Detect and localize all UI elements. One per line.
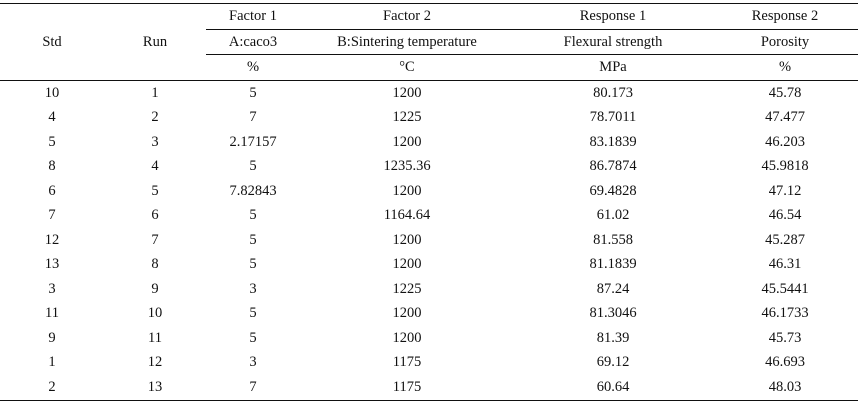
flexural-strength-cell: 78.7011 [589,109,637,126]
std-cell: 4 [48,109,56,126]
std-cell: 6 [48,182,56,199]
caco3-cell: 2.17157 [229,133,277,150]
sintering-temperature-cell: 1235.36 [383,158,431,175]
table-row [0,204,858,229]
run-cell: 5 [151,182,159,199]
std-cell: 2 [0,375,104,400]
header-row-groups [0,4,858,30]
run-cell: 8 [151,256,159,273]
factor2-unit-header: °C [300,55,514,81]
factor2-name-header: B:Sintering temperature [300,30,514,55]
porosity-cell: 45.9818 [761,158,809,175]
std-cell: 9 [48,329,56,346]
caco3-cell: 5 [249,84,257,101]
run-cell: 10 [147,305,163,322]
sintering-temperature-cell: 1200 [392,329,422,346]
caco3-cell: 7 [249,109,257,126]
factor1-unit-header: % [206,55,300,81]
std-column-header: Std [0,4,104,81]
std-cell: 11 [45,305,59,322]
flexural-strength-cell: 81.39 [596,329,630,346]
response2-unit-header: % [712,55,858,81]
flexural-strength-cell: 81.1839 [589,256,637,273]
flexural-strength-cell: 87.24 [596,280,630,297]
caco3-cell: 5 [249,158,257,175]
run-column-header: Run [104,4,206,81]
response2-name-header: Porosity [712,30,858,55]
caco3-cell: 3 [249,354,257,371]
table-row [0,228,858,253]
table-row [0,179,858,204]
sintering-temperature-cell: 1175 [392,354,422,371]
flexural-strength-cell: 83.1839 [589,133,637,150]
porosity-cell: 45.73 [768,329,802,346]
factor1-name-header: A:caco3 [206,30,300,55]
table-row [0,81,858,106]
std-cell: 10 [44,84,60,101]
sintering-temperature-cell: 1225 [392,280,422,297]
porosity-cell: 45.5441 [761,280,809,297]
run-cell: 3 [151,133,159,150]
response1-unit-header: MPa [514,55,712,81]
flexural-strength-cell: 69.12 [596,354,630,371]
std-cell: 13 [44,256,60,273]
sintering-temperature-cell: 1200 [392,84,422,101]
porosity-cell: 46.1733 [761,305,809,322]
std-cell: 5 [48,133,56,150]
sintering-temperature-cell: 1164.64 [383,207,431,224]
sintering-temperature-cell: 1200 [392,182,422,199]
design-of-experiments-table [0,3,858,401]
caco3-cell: 5 [249,231,257,248]
porosity-cell: 45.78 [768,84,802,101]
sintering-temperature-cell: 1200 [392,231,422,248]
sintering-temperature-cell: 1200 [392,305,422,322]
flexural-strength-cell: 86.7874 [589,158,637,175]
table-row [0,351,858,376]
std-cell: 8 [48,158,56,175]
std-cell: 12 [44,231,60,248]
response1-group-header: Response 1 [514,4,712,30]
run-cell: 9 [151,280,159,297]
caco3-cell: 7.82843 [229,182,277,199]
table-row [0,106,858,131]
std-cell: 3 [48,280,56,297]
table-row [0,302,858,327]
table-row [0,277,858,302]
porosity-cell: 47.477 [765,109,805,126]
caco3-cell: 5 [249,256,257,273]
porosity-cell: 47.12 [768,182,802,199]
run-cell: 12 [147,354,163,371]
run-cell: 11 [148,329,162,346]
table-row [0,253,858,278]
caco3-cell: 5 [249,329,257,346]
run-cell: 1 [151,84,159,101]
flexural-strength-cell: 69.4828 [589,182,637,199]
sintering-temperature-cell: 1175 [300,375,514,400]
caco3-cell: 3 [249,280,257,297]
table-body [0,81,858,401]
factor2-group-header: Factor 2 [300,4,514,30]
flexural-strength-cell: 80.173 [593,84,633,101]
run-cell: 6 [151,207,159,224]
sintering-temperature-cell: 1200 [392,256,422,273]
run-cell: 2 [151,109,159,126]
flexural-strength-cell: 61.02 [596,207,630,224]
std-cell: 7 [48,207,56,224]
table-row [0,375,858,400]
porosity-cell: 46.31 [768,256,802,273]
porosity-cell: 46.693 [765,354,805,371]
porosity-cell: 45.287 [765,231,805,248]
table-header [0,4,858,81]
response1-name-header: Flexural strength [514,30,712,55]
sintering-temperature-cell: 1200 [392,133,422,150]
run-cell: 4 [151,158,159,175]
caco3-cell: 5 [249,305,257,322]
table-row [0,130,858,155]
porosity-cell: 48.03 [712,375,858,400]
response2-group-header: Response 2 [712,4,858,30]
run-cell: 13 [104,375,206,400]
factor1-group-header: Factor 1 [206,4,300,30]
flexural-strength-cell: 81.558 [593,231,633,248]
std-cell: 1 [48,354,56,371]
porosity-cell: 46.203 [765,133,805,150]
porosity-cell: 46.54 [768,207,802,224]
flexural-strength-cell: 60.64 [514,375,712,400]
run-cell: 7 [151,231,159,248]
flexural-strength-cell: 81.3046 [589,305,637,322]
table-row [0,326,858,351]
table-row [0,155,858,180]
caco3-cell: 5 [249,207,257,224]
sintering-temperature-cell: 1225 [392,109,422,126]
caco3-cell: 7 [206,375,300,400]
